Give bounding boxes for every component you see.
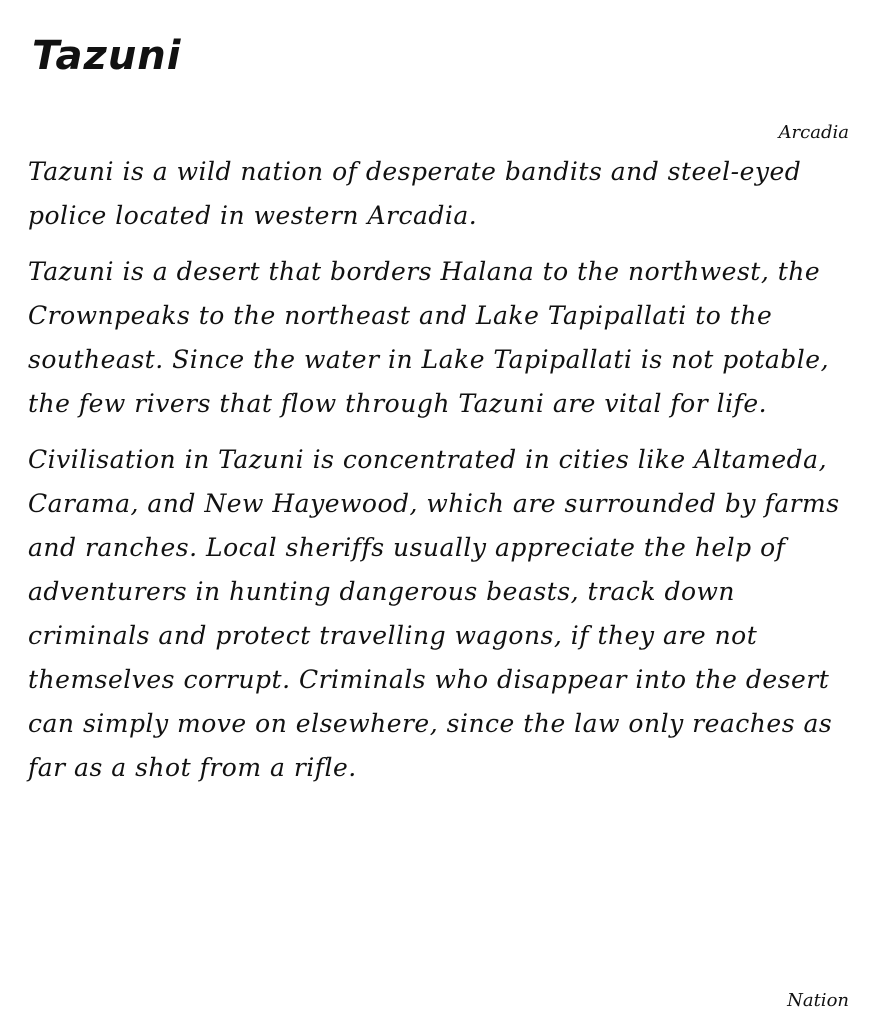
paragraph-geography: Tazuni is a desert that borders Halana to the northwest, the Crownpeaks to the northeast and Lake Tapipallati to the southeast. Since the water in Lake Tapipallati is not potable, the few rivers that flow through Tazuni are vital for life. bbox=[28, 257, 830, 418]
paragraph-intro: Tazuni is a wild nation of desperate bandits and steel-eyed police located in western Arcadia. bbox=[28, 157, 802, 230]
region-label: Arcadia bbox=[778, 122, 849, 143]
paragraph-civilisation: Civilisation in Tazuni is concentrated in cities like Altameda, Carama, and New Hayewood, which are surrounded by farms and ranches. Local sheriffs usually appreciate the help of adventurers in hunting dangerous beasts, track down criminals and protect travelling wagons, if they are not themselves corrupt. Criminals who disappear into the desert can simply move on elsewhere, since the law only reaches as far as a shot from a rifle. bbox=[28, 445, 840, 782]
category-label: Nation bbox=[787, 990, 849, 1011]
page-title: Tazuni bbox=[32, 33, 182, 79]
body-text bbox=[28, 150, 858, 802]
